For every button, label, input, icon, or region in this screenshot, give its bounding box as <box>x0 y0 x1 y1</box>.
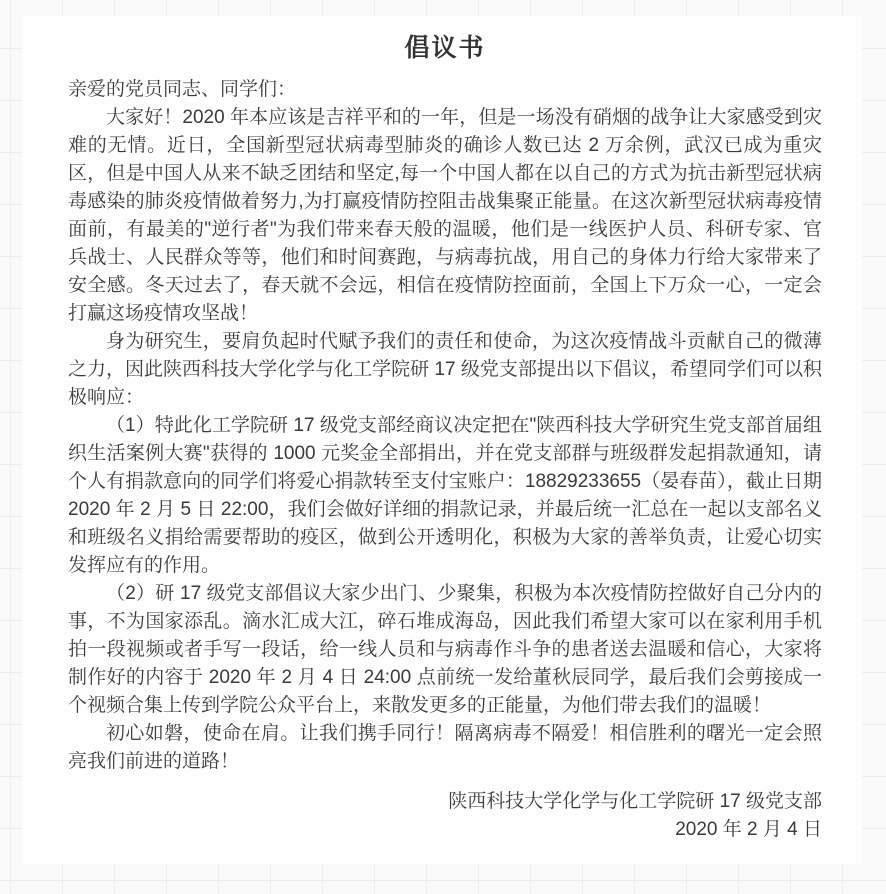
paragraph-intro: 大家好！2020 年本应该是吉祥平和的一年，但是一场没有硝烟的战争让大家感受到灾难的无情。近日，全国新型冠状病毒型肺炎的确诊人数已达 2 万余例，武汉已成为重灾区，但是中国人从来不缺乏团结和坚定,每一个中国人都在以自己的方式为抗击新型冠状病毒感染的肺炎疫情做着努力,为打赢疫情防控阻击战集聚正能量。在这次新型冠状病毒疫情面前，有最美的"逆行者"为我们带来春天般的温暖，他们是一线医护人员、科研专家、官兵战士、人民群众等等，他们和时间赛跑，与病毒抗战，用自己的身体力行给大家带来了安全感。冬天过去了，春天就不会远，相信在疫情防控面前，全国上下万众一心，一定会打赢这场疫情攻坚战！ <box>68 107 822 324</box>
signature-date: 2020 年 2 月 4 日 <box>675 819 822 840</box>
paragraph-proposal-2-video: （2）研 17 级党支部倡议大家少出门、少聚集，积极为本次疫情防控做好自己分内的事，不为国家添乱。滴水汇成大江，碎石堆成海岛，因此我们希望大家可以在家利用手机拍一段视频或者手写一段话，给一线人员和与病毒作斗争的患者送去温暖和信心，大家将制作好的内容于 2020 年 2 月 4 日 24:00 点前统一发给董秋辰同学，最后我们会剪接成一个视频合集上传到学院公众平台上，来散发更多的正能量，为他们带去我们的温暖！ <box>68 583 822 716</box>
paragraph-responsibility: 身为研究生，要肩负起时代赋予我们的责任和使命，为这次疫情战斗贡献自己的微薄之力，因此陕西科技大学化学与化工学院研 17 级党支部提出以下倡议，希望同学们可以积极响应： <box>68 331 822 408</box>
salutation: 亲爱的党员同志、同学们： <box>68 79 297 100</box>
paragraph-proposal-1-donation: （1）特此化工学院研 17 级党支部经商议决定把在"陕西科技大学研究生党支部首届组织生活案例大赛"获得的 1000 元奖金全部捐出，并在党支部群与班级群发起捐款通知，请个人有捐款意向的同学们将爱心捐款转至支付宝账户：18829233655（晏春苗），截止日期 2020 年 2 月 5 日 22:00，我们会做好详细的捐款记录，并最后统一汇总在一起以支部名义和班级名义捐给需要帮助的疫区，做到公开透明化，积极为大家的善举负责，让爱心切实发挥应有的作用。 <box>68 415 822 576</box>
document-title: 倡议书 <box>404 34 486 62</box>
signature-block <box>68 788 822 844</box>
document-page <box>22 16 862 864</box>
signature-organization: 陕西科技大学化学与化工学院研 17 级党支部 <box>448 791 822 812</box>
paragraph-closing: 初心如磐，使命在肩。让我们携手同行！隔离病毒不隔爱！相信胜利的曙光一定会照亮我们前进的道路！ <box>68 723 822 772</box>
